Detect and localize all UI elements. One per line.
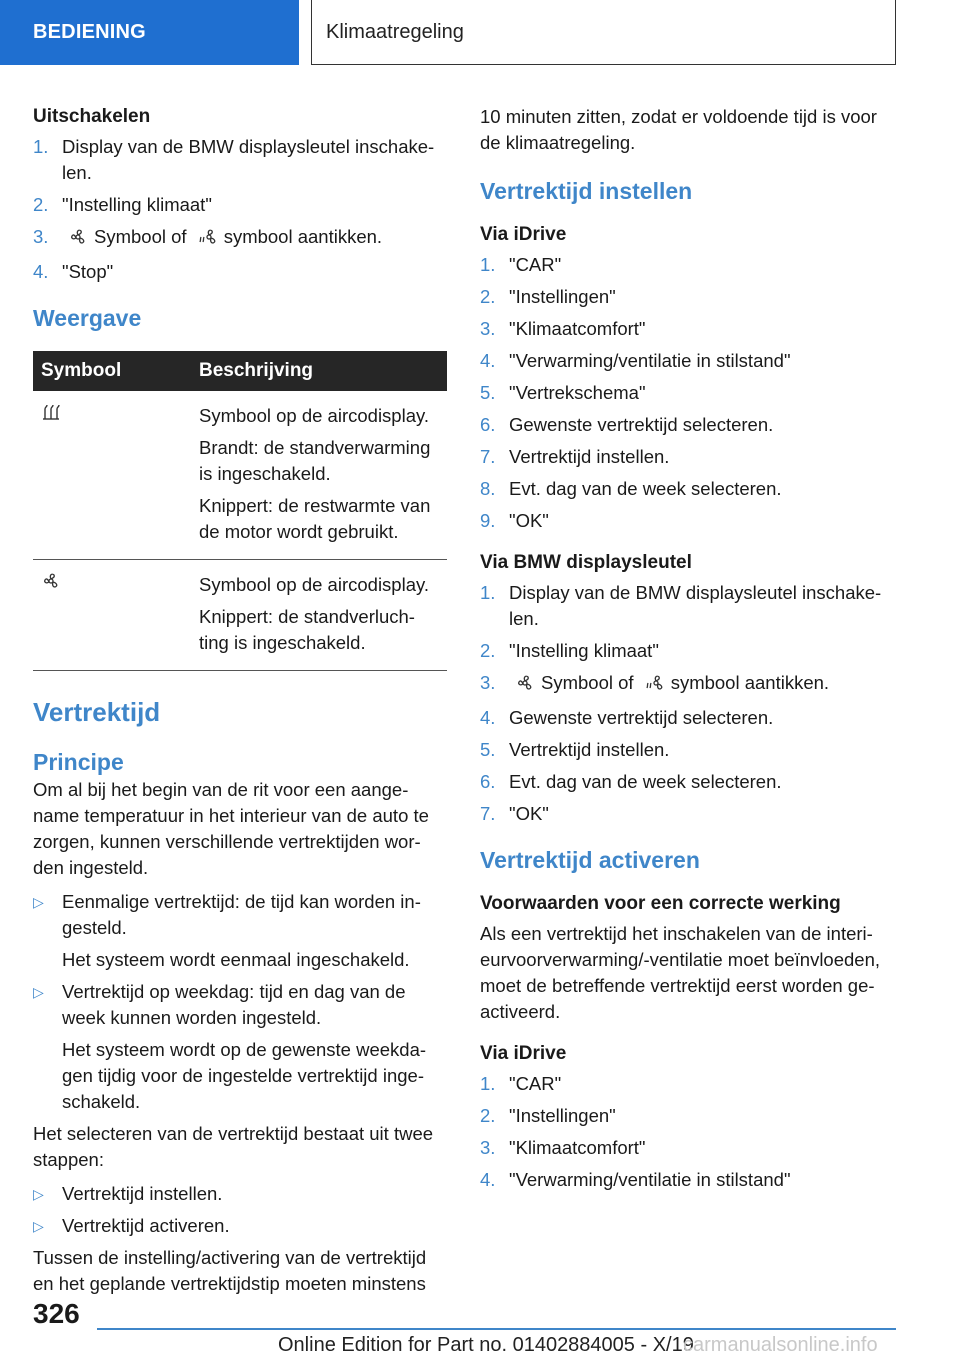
step-text: Display van de BMW displaysleutel inschake-len.: [509, 582, 882, 629]
chapter-label: Klimaatregeling: [326, 20, 464, 43]
list-item: 1. Display van de BMW displaysleutel inschake-len.: [480, 582, 882, 629]
list-item: 5. "Vertrekschema": [480, 382, 646, 403]
list-item: 3. "Klimaatcomfort": [480, 318, 646, 339]
desc-line: Symbool op de aircodisplay.: [199, 405, 430, 426]
list-item: 4. "Stop": [33, 261, 114, 282]
step-text: "Vertrekschema": [509, 382, 646, 403]
desc-line: Knippert: de restwarmte van de motor wordt gebruikt.: [199, 495, 431, 542]
step-text: symbool aantikken.: [670, 672, 830, 693]
bullet-text: Vertrektijd op weekdag: tijd en dag van de week kunnen worden ingesteld.: [62, 981, 406, 1028]
list-item: 6. Gewenste vertrektijd selecteren.: [480, 414, 774, 435]
list-item: ▷ Vertrektijd op weekdag: tijd en dag van de week kunnen worden ingesteld. Het systeem wordt op de gewenste weekda-gen tijdig voor de ingestelde vertrektijd inge-schakeld.: [33, 979, 447, 1115]
list-item: 2. "Instellingen": [480, 286, 616, 307]
step-text: Gewenste vertrektijd selecteren.: [509, 707, 774, 728]
list-item: 7. "OK": [480, 803, 549, 824]
step-text: "OK": [509, 803, 549, 824]
list-item: 2. "Instellingen": [480, 1105, 616, 1126]
list-item: ▷ Vertrektijd activeren.: [33, 1215, 230, 1236]
fan-icon: [68, 227, 88, 253]
idrive2-title: Via iDrive: [480, 1043, 567, 1064]
mode-bullets: [33, 889, 447, 1115]
list-item: ▷ Vertrektijd instellen.: [33, 1183, 223, 1204]
page-number: 326: [33, 1298, 80, 1329]
list-item: 2. "Instelling klimaat": [33, 194, 212, 215]
step-text: "Klimaatcomfort": [509, 318, 646, 339]
bullet-text: Vertrektijd activeren.: [62, 1215, 230, 1236]
step-text: symbool aantikken.: [223, 226, 383, 247]
step-text: Vertrektijd instellen.: [509, 446, 670, 467]
table-row: [33, 560, 447, 671]
step-text: "Instelling klimaat": [509, 640, 659, 661]
fan-heat-icon: [645, 673, 665, 699]
list-item: 9. "OK": [480, 510, 549, 531]
continued-text: 10 minuten zitten, zodat er voldoende tijd is voor de klimaatregeling.: [480, 106, 877, 153]
activate-title: Vertrektijd activeren: [480, 847, 700, 873]
step-text: Display van de BMW displaysleutel inschake-len.: [62, 136, 435, 183]
step-text: "Verwarming/ventilatie in stilstand": [509, 350, 791, 371]
step-text: "Verwarming/ventilatie in stilstand": [509, 1169, 791, 1190]
step-text: Evt. dag van de week selecteren.: [509, 478, 782, 499]
list-item: 1. "CAR": [480, 254, 562, 275]
col-desc-header: Beschrijving: [191, 351, 447, 391]
bullet-sub: Het systeem wordt eenmaal ingeschakeld.: [62, 949, 410, 970]
list-item: ▷ Eenmalige vertrektijd: de tijd kan worden in-gesteld. Het systeem wordt eenmaal ingeschakeld.: [33, 889, 447, 973]
left-column: [33, 100, 447, 1297]
list-item: 4. "Verwarming/ventilatie in stilstand": [480, 350, 791, 371]
symbol-table: [33, 351, 447, 671]
table-row: [33, 391, 447, 560]
list-item: 5. Vertrektijd instellen.: [480, 739, 670, 760]
desc-line: Symbool op de aircodisplay.: [199, 574, 430, 595]
list-item: 8. Evt. dag van de week selecteren.: [480, 478, 782, 499]
step-bullets: [33, 1181, 447, 1239]
footer-edition: Online Edition for Part no. 01402884005 - X/19: [278, 1334, 694, 1356]
bullet-text: Vertrektijd instellen.: [62, 1183, 223, 1204]
list-item: 4. "Verwarming/ventilatie in stilstand": [480, 1169, 791, 1190]
list-item: 3. "Klimaatcomfort": [480, 1137, 646, 1158]
steps-intro: Het selecteren van de vertrektijd bestaat uit twee stappen:: [33, 1123, 434, 1170]
desc-cell: [191, 391, 447, 560]
col-symbol-header: Symbool: [33, 351, 191, 391]
step-text: Symbool of: [94, 226, 187, 247]
desc-line: Knippert: de standverluch-ting is ingeschakeld.: [199, 606, 415, 653]
list-item: 6. Evt. dag van de week selecteren.: [480, 771, 782, 792]
desc-cell: [191, 560, 447, 671]
fan-icon: [41, 577, 61, 594]
idrive2-steps: [480, 1071, 896, 1193]
step-text: Vertrektijd instellen.: [509, 739, 670, 760]
switch-off-steps: [33, 134, 447, 285]
step-text: "Stop": [62, 261, 114, 282]
symbol-cell: [33, 560, 191, 671]
requirements-title: Voorwaarden voor een correcte werking: [480, 893, 841, 914]
list-item: 3. Symbool of symbool aantikken.: [480, 670, 896, 699]
key-title: Via BMW displaysleutel: [480, 552, 692, 573]
key-steps: [480, 580, 896, 827]
step-text: Gewenste vertrektijd selecteren.: [509, 414, 774, 435]
requirements-text: Als een vertrektijd het inschakelen van de interi-eurvoorverwarming/-ventilatie moet beïnvloeden, moet de betreffende vertrektijd eerst worden ge-activeerd.: [480, 923, 881, 1022]
principle-title: Principe: [33, 749, 124, 775]
right-column: [480, 100, 896, 1199]
desc-line: Brandt: de standverwarming is ingeschakeld.: [199, 437, 431, 484]
step-text: "CAR": [509, 1073, 562, 1094]
list-item: 1. "CAR": [480, 1073, 562, 1094]
step-text: "Instellingen": [509, 286, 616, 307]
principle-intro: Om al bij het begin van de rit voor een aange-name temperatuur in het interieur van de auto te zorgen, kunnen verschillende vertrektijden wor-den ingesteld.: [33, 779, 429, 878]
display-title: Weergave: [33, 305, 142, 331]
footer-divider: [97, 1328, 896, 1330]
list-item: 7. Vertrektijd instellen.: [480, 446, 670, 467]
header-chapter: [311, 0, 896, 65]
step-text: "OK": [509, 510, 549, 531]
section-label: BEDIENING: [33, 21, 146, 43]
step-text: "CAR": [509, 254, 562, 275]
step-text: Evt. dag van de week selecteren.: [509, 771, 782, 792]
outro-text: Tussen de instelling/activering van de vertrektijd en het geplande vertrektijdstip moeten minstens: [33, 1247, 427, 1294]
step-text: "Klimaatcomfort": [509, 1137, 646, 1158]
idrive-title: Via iDrive: [480, 224, 567, 245]
step-text: Symbool of: [541, 672, 634, 693]
step-text: "Instellingen": [509, 1105, 616, 1126]
list-item: 3. Symbool of symbool aantikken.: [33, 224, 447, 253]
watermark: carmanualsonline.info: [683, 1334, 878, 1356]
header-section: [0, 0, 299, 65]
idrive-steps: [480, 252, 896, 534]
departure-title: Vertrektijd: [33, 697, 161, 727]
fan-heat-icon: [198, 227, 218, 253]
bullet-sub: Het systeem wordt op de gewenste weekda-gen tijdig voor de ingestelde vertrektijd inge-schakeld.: [62, 1039, 427, 1112]
list-item: 4. Gewenste vertrektijd selecteren.: [480, 707, 774, 728]
heat-icon: [41, 408, 61, 425]
list-item: 2. "Instelling klimaat": [480, 640, 659, 661]
switch-off-title: Uitschakelen: [33, 106, 151, 127]
symbol-cell: [33, 391, 191, 560]
step-text: "Instelling klimaat": [62, 194, 212, 215]
list-item: 1. Display van de BMW displaysleutel inschake-len.: [33, 136, 435, 183]
bullet-text: Eenmalige vertrektijd: de tijd kan worden in-gesteld.: [62, 891, 421, 938]
set-title: Vertrektijd instellen: [480, 178, 693, 204]
fan-icon: [515, 673, 535, 699]
